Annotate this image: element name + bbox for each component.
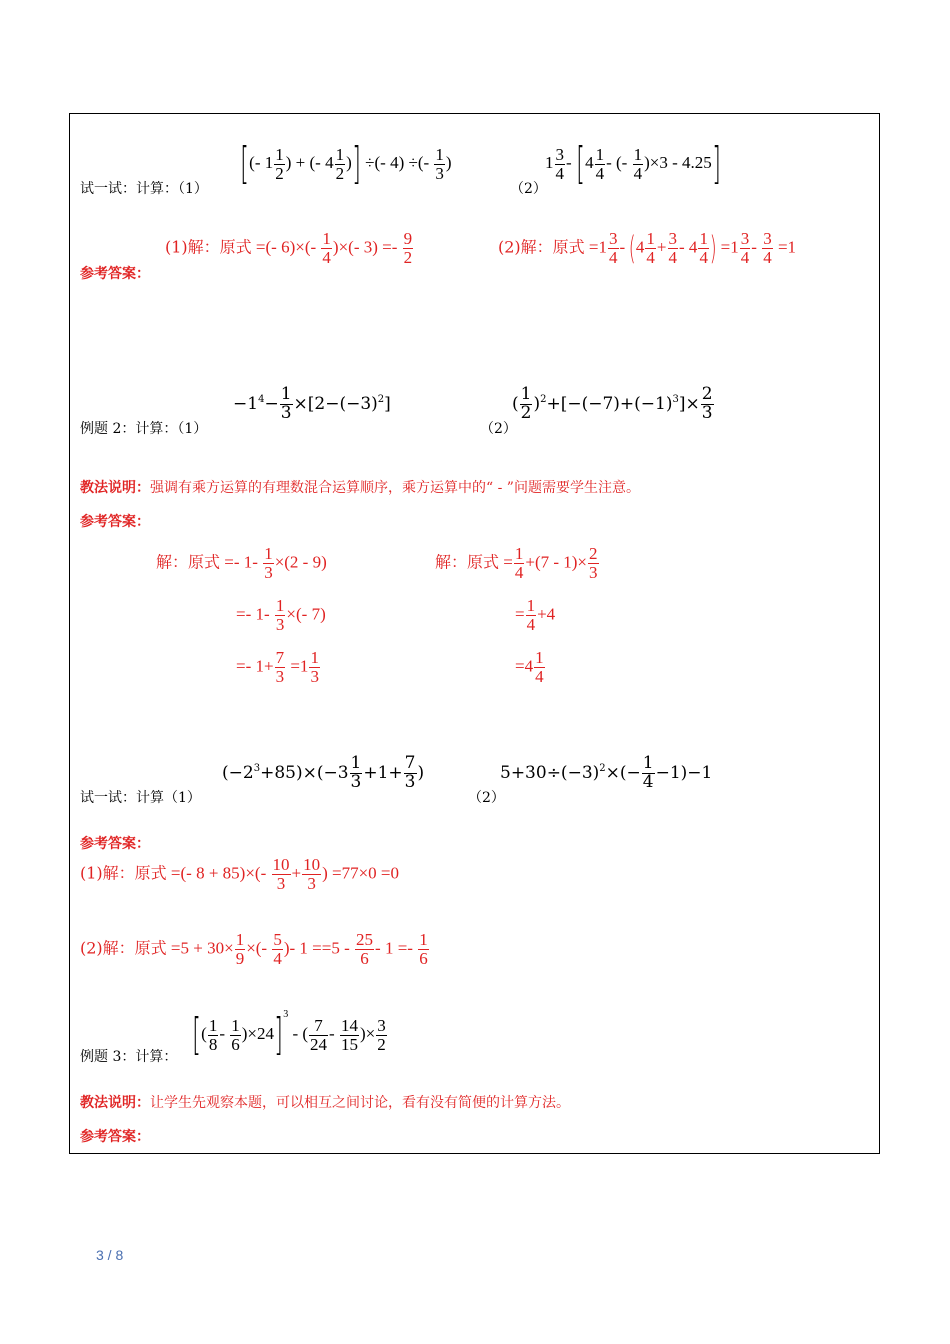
try1-label: 试一试：计算：（1）	[80, 181, 208, 197]
try2-answer1: (1)解：原式 =(- 8 + 85)×(- $\frac{10}{3}$ + $\frac{10}{3}$ ) =77×0 =0	[80, 855, 400, 893]
try1-part2-label: （2）	[510, 181, 547, 197]
example3-expr: [( $\frac{1}{8}$ - $\frac{1}{6}$ )×24]$^3$ - ( $\frac{7}{24}$ - $\frac{14}{15}$ )× $\frac{3}{2}$	[192, 1009, 386, 1061]
example2-label: 例题 2：计算：（1）	[80, 421, 208, 437]
try1-answer2: (2)解：原式 =1 $\frac{3}{4}$ - (4 $\frac{1}{4}$ + $\frac{3}{4}$ - 4 $\frac{1}{4}$ ) =1 $\frac{3}{4}$ - $\frac{3}{4}$ =1	[498, 229, 797, 268]
example2-teaching-note: 教法说明：强调有乘方运算的有理数混合运算顺序，乘方运算中的“ - ”问题需要学生注意。	[80, 480, 640, 496]
try2-label: 试一试：计算（1）	[80, 790, 201, 806]
example2-solution1-line1: 解：原式 =- 1- $\frac{1}{3}$ ×(2 - 9)	[156, 544, 327, 582]
example3-answer-label: 参考答案：	[80, 1129, 150, 1145]
try1-answer1: (1)解：原式 =(- 6)×(- $\frac{1}{4}$ )×(- 3) =- $\frac{9}{2}$	[165, 229, 413, 267]
example2-solution2-line2: = $\frac{1}{4}$ +4	[515, 596, 556, 634]
try2-part2-label: （2）	[468, 790, 505, 806]
example2-part2-label: （2）	[480, 421, 517, 437]
example2-expr1: $-1^4-$ $\frac{1}{3}$ $\times[2-(-3)^2]$	[233, 384, 391, 423]
example2-solution2-line3: =4 $\frac{1}{4}$	[515, 648, 544, 686]
example2-solution2-line1: 解：原式 = $\frac{1}{4}$ +(7 - 1)× $\frac{2}{3}$	[435, 544, 598, 582]
try1-answer-label: 参考答案：	[80, 266, 150, 282]
try1-expr2: 1 $\frac{3}{4}$ - [4 $\frac{1}{4}$ - (- $\frac{1}{4}$ )×3 - 4.25]	[545, 138, 721, 189]
example3-teaching-note: 教法说明：让学生先观察本题，可以相互之间讨论，看有没有简便的计算方法。	[80, 1095, 570, 1111]
try2-answer2: (2)解：原式 =5 + 30× $\frac{1}{9}$ ×(- $\frac{5}{4}$ )- 1 ==5 - $\frac{25}{6}$ - 1 =- $\frac{1}{6}$	[80, 930, 428, 968]
content-frame	[69, 113, 880, 1154]
example2-answer-label: 参考答案：	[80, 514, 150, 530]
page-number: 3 / 8	[96, 1247, 124, 1263]
example2-solution1-line3: =- 1+ $\frac{7}{3}$ =1 $\frac{1}{3}$	[236, 648, 319, 686]
try1-expr1: [(- 1 $\frac{1}{2}$ ) + (- 4 $\frac{1}{2}$ )] ÷(- 4) ÷(- $\frac{1}{3}$ )	[240, 138, 452, 189]
example2-expr2: ( $\frac{1}{2}$ )$^2+[-(-7)+(-1)^3]\times$ $\frac{2}{3}$	[512, 384, 713, 423]
example2-solution1-line2: =- 1- $\frac{1}{3}$ ×(- 7)	[236, 596, 326, 634]
try2-expr1: $(-2^3+85)\times(-3$ $\frac{1}{3}$ +1+ $\frac{7}{3}$ )	[222, 753, 425, 792]
try2-expr2: $5+30\div(-3)^2\times(-$ $\frac{1}{4}$ −1)−1	[500, 753, 713, 792]
try2-answer-label: 参考答案：	[80, 836, 150, 852]
example3-label: 例题 3：计算：	[80, 1049, 178, 1065]
